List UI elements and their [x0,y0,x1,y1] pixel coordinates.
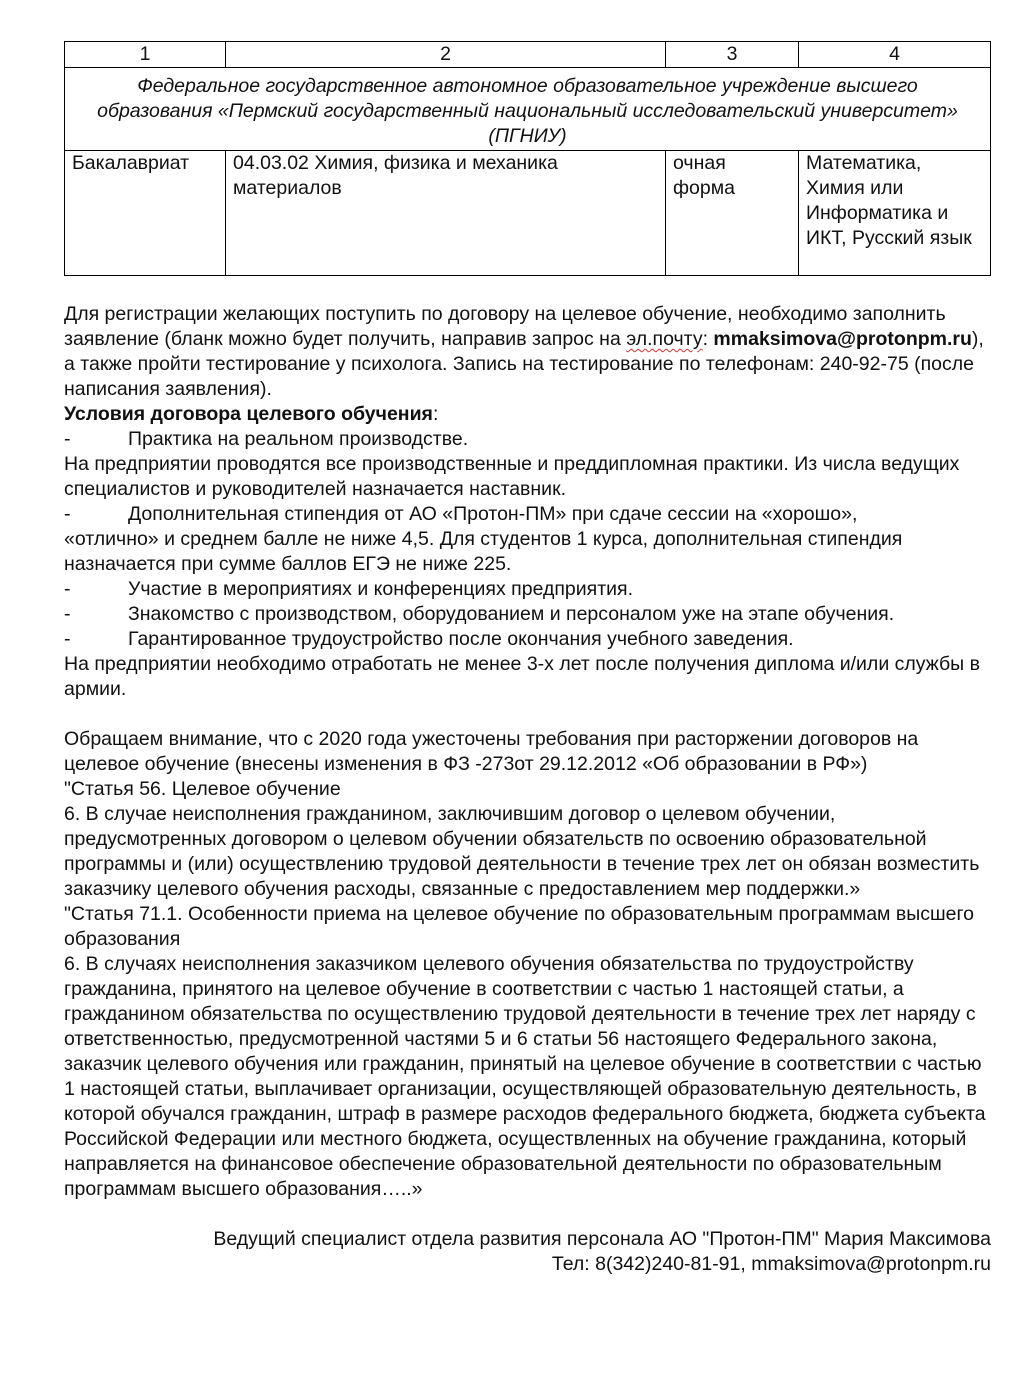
institution-row [65,68,991,151]
study-form: очная форма [666,151,799,276]
spacer [64,702,991,727]
registration-text-end: ), а также пройти тестирование у психолога. Запись на тестирование по телефонам: 240-92-75 (после написания заявления). [64,328,984,400]
column-number-3: 3 [666,42,799,68]
list-item-text: Гарантированное трудоустройство после окончания учебного заведения. [128,628,794,650]
registration-colon: : [702,328,714,350]
column-number-4: 4 [799,42,991,68]
email-word: эл.почту [626,328,703,350]
article-56-title: "Статья 56. Целевое обучение [64,778,341,800]
table-header-row [65,42,991,68]
conditions-title: Условия договора целевого обучения [64,403,433,425]
list-item-text: Знакомство с производством, оборудованием и персоналом уже на этапе обучения. [128,603,895,625]
registration-text-start: Для регистрации желающих поступить по договору на целевое обучение, необходимо заполнить заявление (бланк можно будет получить, направив запрос на [64,303,946,350]
institution-name: Федеральное государственное автономное образовательное учреждение высшего образования «Пермский государственный национальный исследовательский университет» (ПГНИУ) [65,68,991,151]
signature-contacts: Тел: 8(342)240-81-91, mmaksimova@protonpm.ru [551,1253,991,1275]
registration-paragraph [64,302,991,402]
entrance-exams: Математика, Химия или Информатика и ИКТ, Русский язык [799,151,991,276]
list-marker: - [64,428,71,450]
list-marker: - [64,503,71,525]
law-intro: Обращаем внимание, что с 2020 года ужесточены требования при расторжении договоров на целевое обучение (внесены изменения в ФЗ -273от 29.12.2012 «Об образовании в РФ») [64,728,919,775]
document-page [64,41,991,1277]
list-marker: - [64,578,71,600]
list-item [64,577,991,602]
article-71-text: 6. В случаях неисполнения заказчиком целевого обучения обязательства по трудоустройству гражданина, принятого на целевое обучение в соответствии с частью 1 настоящей статьи, а гражданином обязательства по осуществлению трудовой деятельности в течение трех лет наряду с ответственностью, предусмотренной частями 5 и 6 статьи 56 настоящего Федерального закона, заказчик целевого обучения или гражданин, принятый на целевое обучение в соответствии с частью 1 настоящей статьи, выплачивает организации, осуществляющей образовательную деятельность, в которой обучался гражданин, штраф в размере расходов федерального бюджета, бюджета субъекта Российской Федерации или местного бюджета, осуществленных на обучение гражданина, который направляется на финансовое обеспечение образовательной деятельности по образовательным программам высшего образования…..» [64,953,986,1200]
column-number-1: 1 [65,42,226,68]
article-56-text: 6. В случае неисполнения гражданином, заключившим договор о целевом обучении, предусмотренных договором о целевом обучении обязательств по освоению образовательной программы и (или) осуществлению трудовой деятельности в течение трех лет он обязан возместить заказчику целевого обучения расходы, связанные с предоставлением мер поддержки.» [64,803,980,900]
work-note: На предприятии необходимо отработать не менее 3-х лет после получения диплома и/или службы в армии. [64,653,980,700]
list-item [64,427,991,452]
list-item-text: Дополнительная стипендия от АО «Протон-ПМ» при сдаче сессии на «хорошо», [128,503,858,525]
registration-email: mmaksimova@protonpm.ru [713,328,972,350]
main-text [64,302,991,1202]
signature-block [64,1227,991,1277]
list-marker: - [64,603,71,625]
conditions-colon: : [432,403,439,425]
list-item [64,627,991,652]
article-71-title: "Статья 71.1. Особенности приема на целевое обучение по образовательным программам высшего образования [64,903,975,950]
table-row [65,151,991,276]
signature-name: Ведущий специалист отдела развития персонала АО "Протон-ПМ" Мария Максимова [213,1228,991,1250]
program-name: 04.03.02 Химия, физика и механика материалов [226,151,666,276]
conditions-heading [64,402,991,427]
list-item-text: Участие в мероприятиях и конференциях предприятия. [128,578,634,600]
list-marker: - [64,628,71,650]
practice-note: На предприятии проводятся все производственные и преддипломная практики. Из числа ведущих специалистов и руководителей назначается наставник. [64,453,960,500]
education-level: Бакалавриат [65,151,226,276]
list-item [64,502,991,527]
column-number-2: 2 [226,42,666,68]
program-table [64,41,991,276]
stipend-continuation: «отлично» и среднем балле не ниже 4,5. Для студентов 1 курса, дополнительная стипендия назначается при сумме баллов ЕГЭ не ниже 225. [64,528,903,575]
list-item [64,602,991,627]
list-item-text: Практика на реальном производстве. [128,428,469,450]
